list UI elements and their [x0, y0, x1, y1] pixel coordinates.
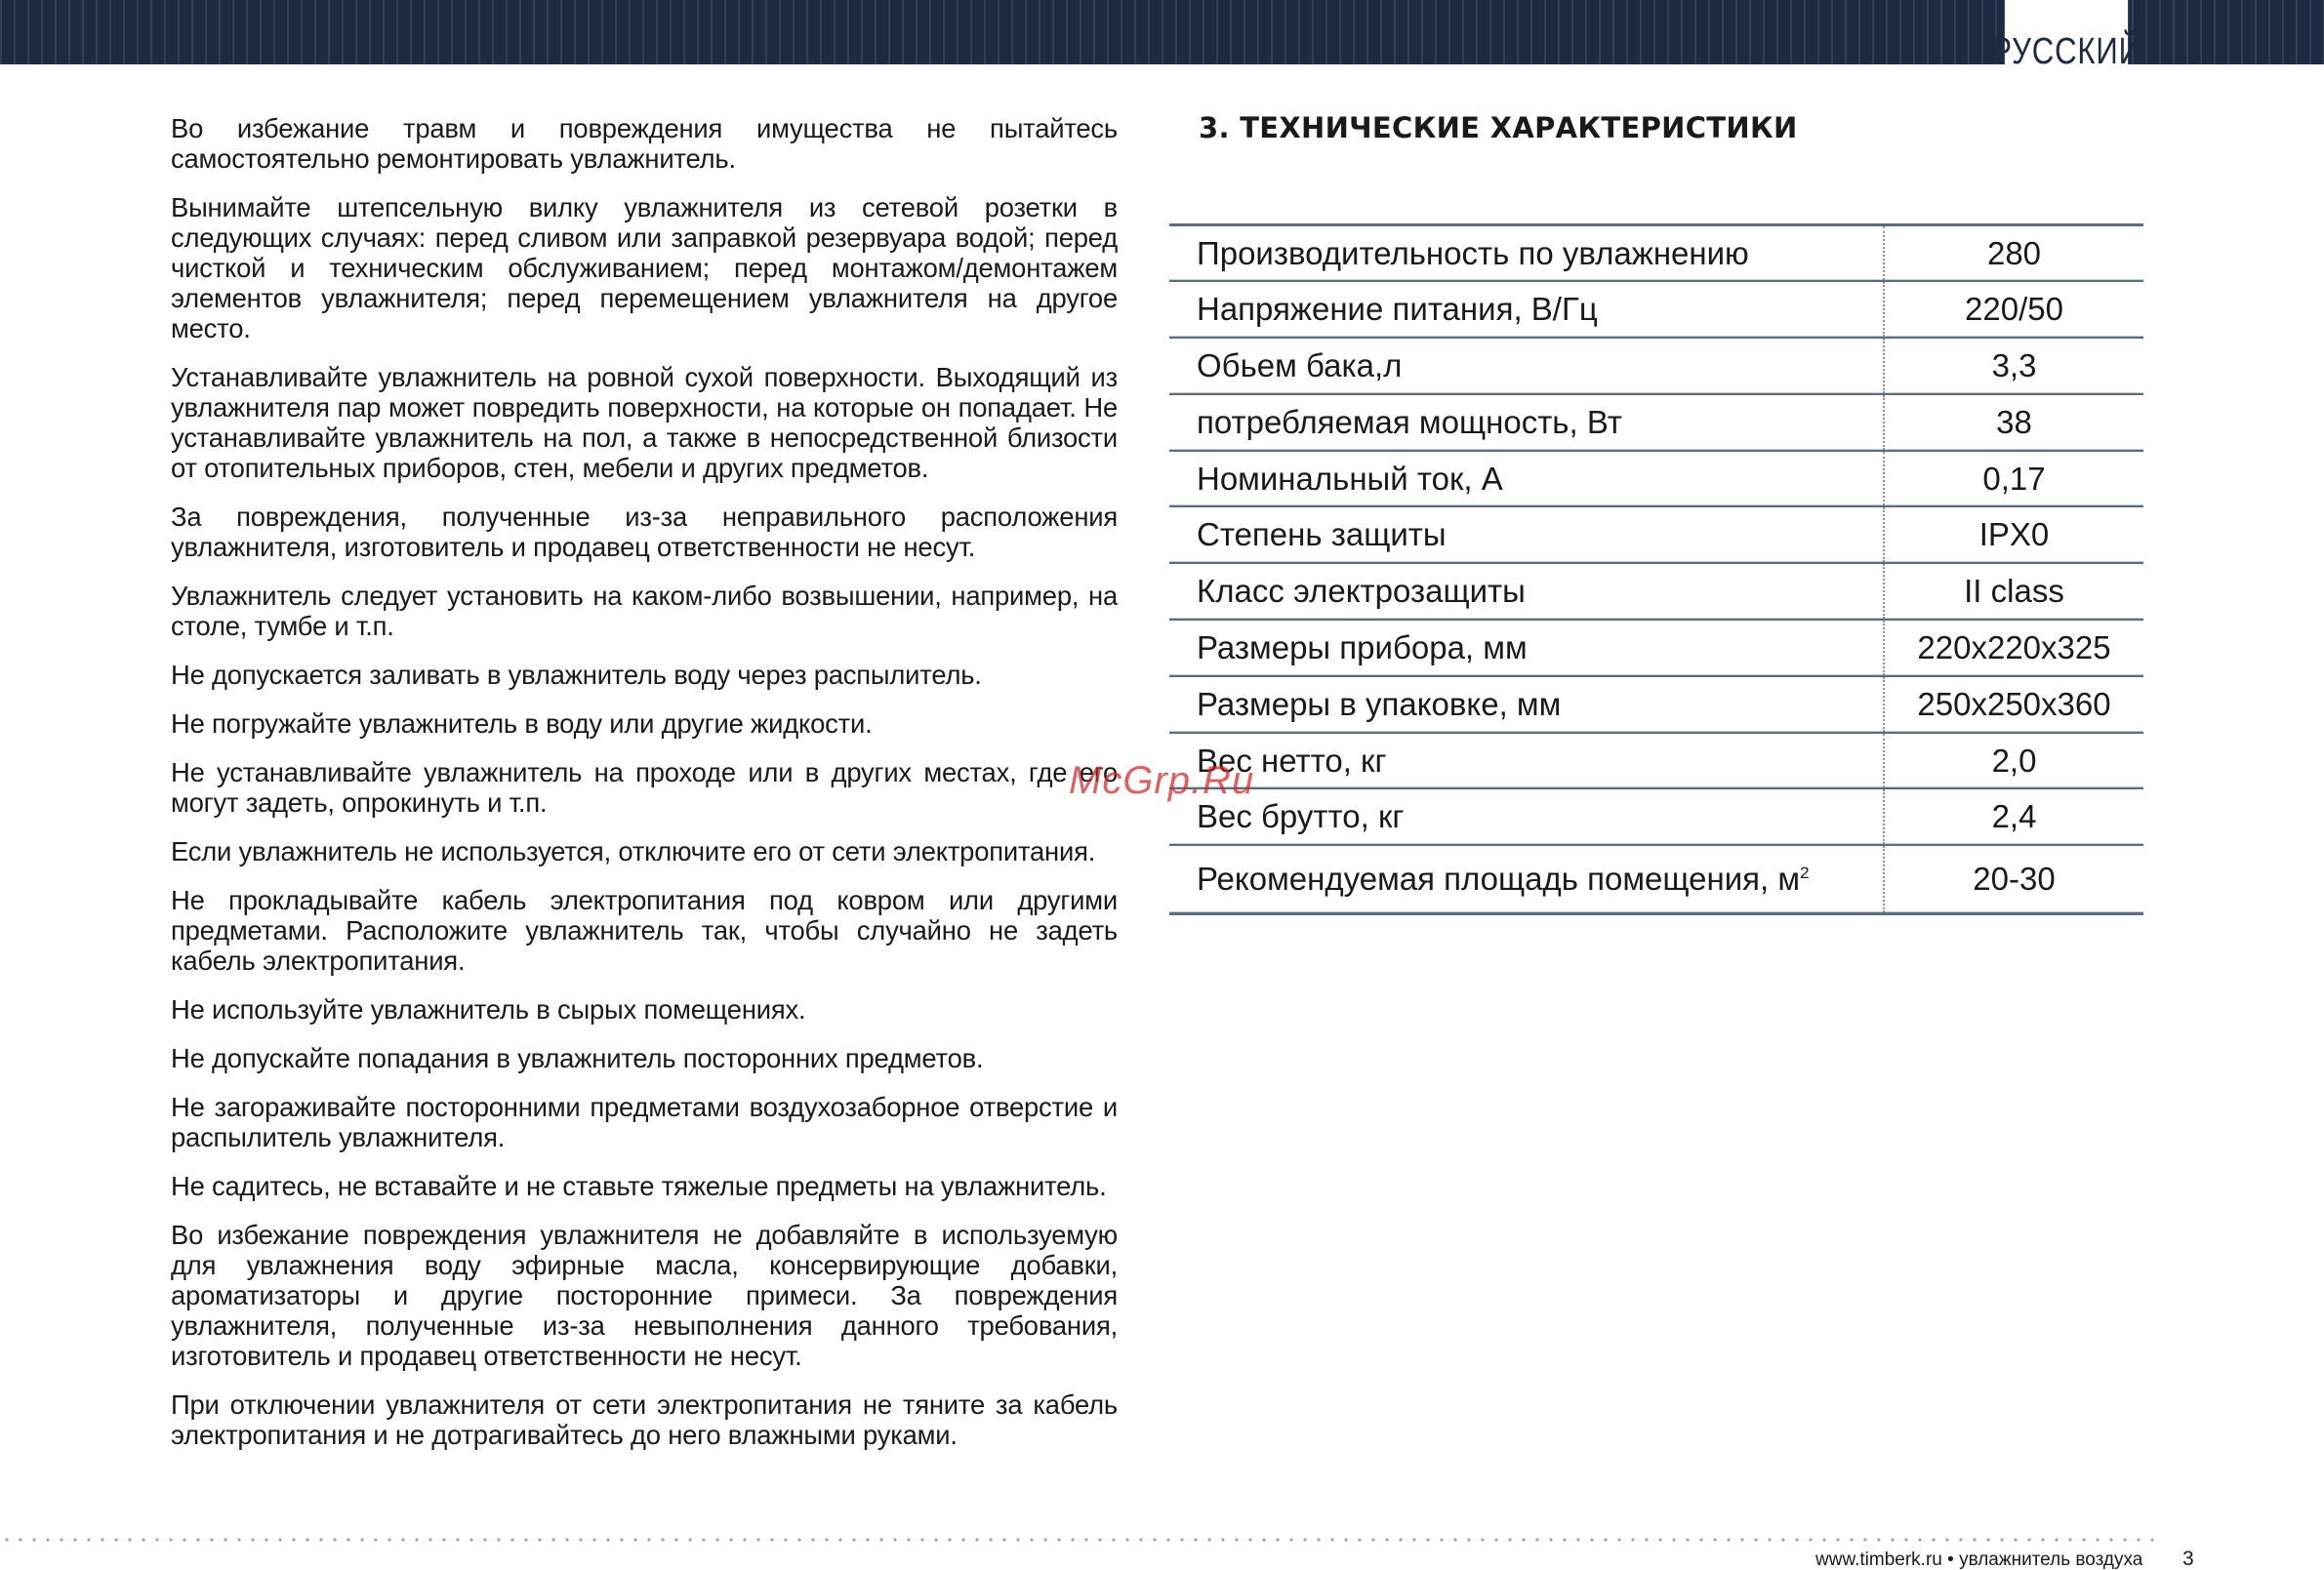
spec-name: Производительность по увлажнению — [1169, 225, 1884, 282]
footer-site: www.timberk.ru • увлажнитель воздуха — [1815, 1550, 2143, 1570]
spec-value: 220/50 — [1884, 281, 2143, 338]
instruction-paragraph: Не используйте увлажнитель в сырых помещениях. — [171, 994, 806, 1025]
table-row — [1169, 620, 2143, 676]
spec-value: 3,3 — [1884, 338, 2143, 394]
instruction-paragraph: Устанавливайте увлажнитель на ровной сухой поверхности. Выходящий из увлажнителя пар может повредить поверхности, на которые он попадает. Не устанавливайте увлажнитель на пол, а также в непосредственной близости от отопительных приборов, стен, мебели и других предметов. — [171, 362, 1118, 483]
spec-name: Обьем бака,л — [1169, 338, 1884, 394]
page-number: 3 — [2182, 1548, 2194, 1570]
instruction-paragraph: Во избежание повреждения увлажнителя не добавляйте в используемую для увлажнения воду эфирные масла, консервирующие добавки, ароматизаторы и другие посторонние примеси. За повреждения увлажнителя, полученные из-за невыполнения данного требования, изготовитель и продавец ответственности не несут. — [171, 1220, 1118, 1371]
spec-name: Вес брутто, кг — [1169, 788, 1884, 845]
spec-unit-superscript: 2 — [1800, 864, 1810, 883]
table-row — [1169, 281, 2143, 338]
spec-value: II class — [1884, 563, 2143, 620]
table-row — [1169, 676, 2143, 733]
instruction-paragraph: За повреждения, полученные из-за неправильного расположения увлажнителя, изготовитель и продавец ответственности не несут. — [171, 502, 1118, 562]
instruction-paragraph: Не устанавливайте увлажнитель на проходе или в других местах, где его могут задеть, опрокинуть и т.п. — [171, 757, 1118, 818]
spec-name: Вес нетто, кг — [1169, 733, 1884, 789]
spec-name: Номинальный ток, А — [1169, 451, 1884, 507]
spec-value: 2,4 — [1884, 788, 2143, 845]
spec-value: 38 — [1884, 394, 2143, 451]
specs-heading: 3. ТЕХНИЧЕСКИЕ ХАРАКТЕРИСТИКИ — [1199, 111, 1798, 144]
table-row — [1169, 563, 2143, 620]
watermark: McGrp.Ru — [1069, 759, 1255, 802]
header-band — [0, 0, 2324, 64]
spec-value: 20-30 — [1884, 845, 2143, 913]
table-row — [1169, 338, 2143, 394]
spec-value: 2,0 — [1884, 733, 2143, 789]
spec-name: Класс электрозащиты — [1169, 563, 1884, 620]
instruction-paragraph: Увлажнитель следует установить на каком-либо возвышении, например, на столе, тумбе и т.п. — [171, 581, 1118, 641]
spec-name-cell — [1169, 845, 1884, 913]
table-row — [1169, 394, 2143, 451]
instruction-paragraph: Не садитесь, не вставайте и не ставьте тяжелые предметы на увлажнитель. — [171, 1171, 1107, 1201]
spec-value: 0,17 — [1884, 451, 2143, 507]
spec-value: IPX0 — [1884, 506, 2143, 563]
spec-name: Рекомендуемая площадь помещения, м — [1197, 861, 1801, 898]
table-row — [1169, 788, 2143, 845]
spec-value: 220x220x325 — [1884, 620, 2143, 676]
instruction-paragraph: Не допускается заливать в увлажнитель воду через распылитель. — [171, 660, 982, 690]
instruction-paragraph: Не погружайте увлажнитель в воду или другие жидкости. — [171, 708, 873, 739]
table-row — [1169, 451, 2143, 507]
spec-name: потребляемая мощность, Вт — [1169, 394, 1884, 451]
spec-value: 280 — [1884, 225, 2143, 282]
spec-name: Напряжение питания, В/Гц — [1169, 281, 1884, 338]
instruction-paragraph: Если увлажнитель не используется, отключите его от сети электропитания. — [171, 836, 1096, 866]
spec-name: Размеры прибора, мм — [1169, 620, 1884, 676]
language-label: РУССКИЙ — [2005, 0, 2128, 82]
instruction-paragraph: Во избежание травм и повреждения имущества не пытайтесь самостоятельно ремонтировать увлажнитель. — [171, 113, 1118, 174]
safety-instructions — [171, 113, 1118, 1469]
table-row — [1169, 506, 2143, 563]
specs-table — [1169, 223, 2143, 915]
instruction-paragraph: Не допускайте попадания в увлажнитель посторонних предметов. — [171, 1043, 984, 1073]
table-row — [1169, 225, 2143, 282]
instruction-paragraph: Не прокладывайте кабель электропитания под ковром или другими предметами. Расположите увлажнитель так, чтобы случайно не задеть кабель электропитания. — [171, 885, 1118, 976]
spec-name: Размеры в упаковке, мм — [1169, 676, 1884, 733]
instruction-paragraph: Не загораживайте посторонними предметами воздухозаборное отверстие и распылитель увлажнителя. — [171, 1092, 1118, 1152]
spec-name: Степень защиты — [1169, 506, 1884, 563]
instruction-paragraph: При отключении увлажнителя от сети электропитания не тяните за кабель электропитания и не дотрагивайтесь до него влажными руками. — [171, 1389, 1118, 1450]
footer-divider — [0, 1538, 2162, 1542]
spec-value: 250x250x360 — [1884, 676, 2143, 733]
table-row — [1169, 845, 2143, 913]
instruction-paragraph: Вынимайте штепсельную вилку увлажнителя из сетевой розетки в следующих случаях: перед сливом или заправкой резервуара водой; перед чисткой и техническим обслуживанием; перед монтажом/демонтажем элементов увлажнителя; перед перемещением увлажнителя на другое место. — [171, 192, 1118, 343]
table-row — [1169, 733, 2143, 789]
